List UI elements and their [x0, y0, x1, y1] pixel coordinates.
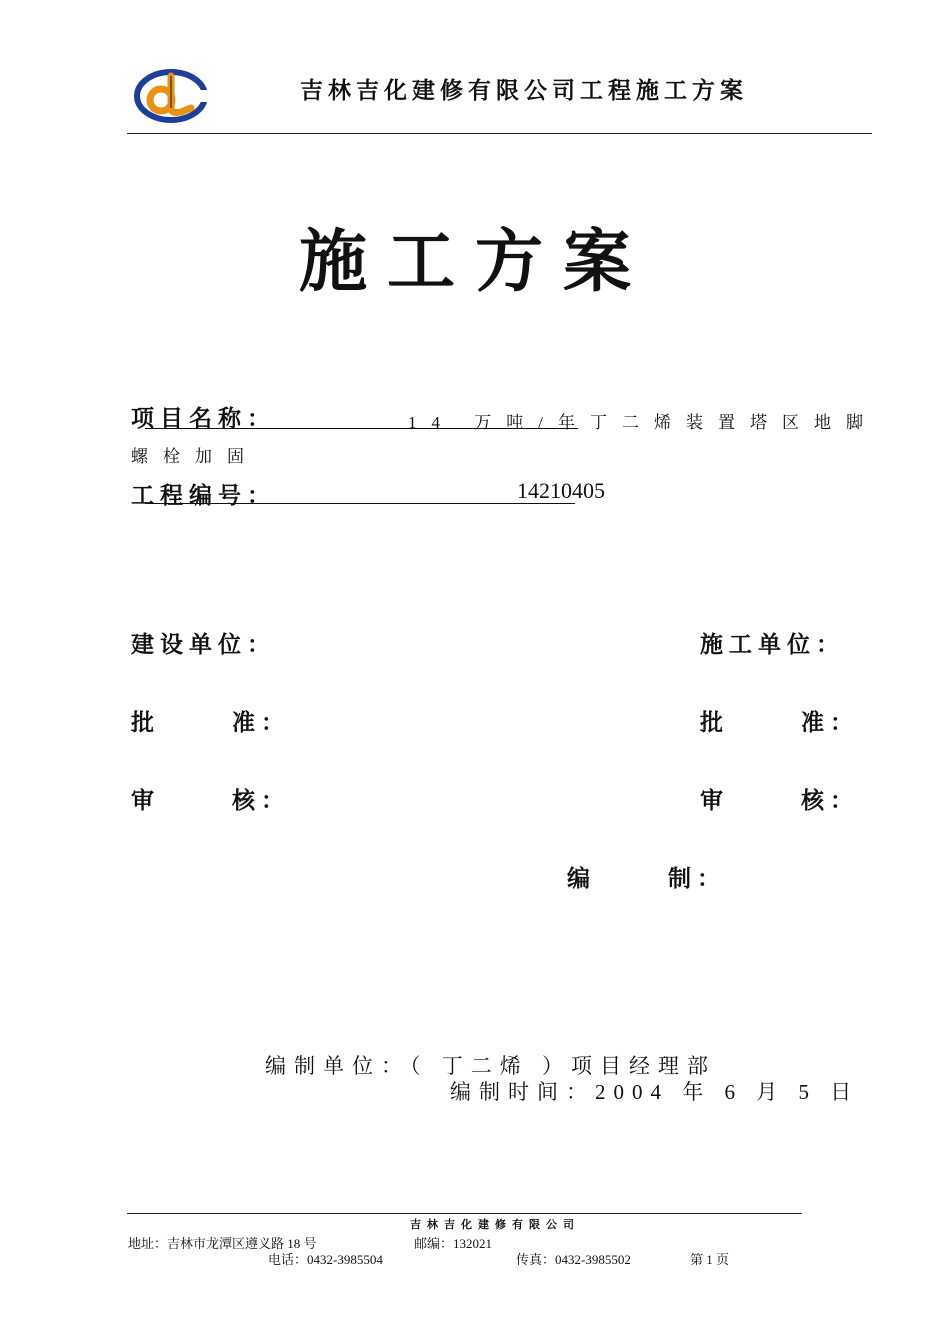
compile-time: 编制时间：2004 年 6 月 5 日	[450, 1080, 860, 1104]
contractor-unit-label: 施工单位：	[700, 632, 845, 657]
footer-divider	[127, 1213, 802, 1214]
project-name-value: 14 万吨/年丁二烯装置塔区地脚	[408, 413, 878, 432]
approve-char-1: 批	[131, 710, 160, 735]
approve-char-1: 批	[700, 710, 729, 735]
client-approve-label	[131, 704, 290, 737]
client-unit-label: 建设单位：	[131, 632, 276, 657]
project-name-value-continued: 螺栓加固	[131, 447, 259, 466]
header-divider	[127, 133, 872, 134]
contractor-approve-label	[700, 704, 859, 737]
footer-page-number: 第 1 页	[690, 1252, 730, 1267]
project-number-value: 14210405	[517, 478, 605, 503]
review-char-1: 审	[131, 788, 160, 813]
review-char-2: 核：	[232, 788, 290, 813]
client-review-label	[131, 782, 290, 815]
contractor-review-label	[700, 782, 859, 815]
footer-company: 吉林吉化建修有限公司	[410, 1219, 580, 1231]
compile-unit: 编制单位：（ 丁二烯 ）项目经理部	[265, 1054, 716, 1078]
footer-fax: 传真：0432-3985502	[516, 1252, 631, 1267]
project-number-label: 工程编号：	[131, 483, 276, 508]
compiled-by-label	[567, 860, 726, 893]
approve-char-2: 准：	[801, 710, 859, 735]
review-char-2: 核：	[801, 788, 859, 813]
approve-char-2: 准：	[232, 710, 290, 735]
footer-postcode: 邮编：132021	[414, 1236, 493, 1251]
footer-phone: 电话：0432-3985504	[268, 1252, 383, 1267]
review-char-1: 审	[700, 788, 729, 813]
compile-char-1: 编	[567, 866, 596, 891]
company-logo-icon	[133, 68, 213, 124]
compile-char-2: 制：	[668, 866, 726, 891]
company-title: 吉林吉化建修有限公司工程施工方案	[300, 77, 748, 104]
document-title: 施工方案	[298, 222, 651, 302]
project-number-underline	[145, 503, 575, 504]
project-name-label: 项目名称：	[131, 406, 276, 431]
footer-address: 地址：吉林市龙潭区遵义路 18 号	[128, 1236, 317, 1251]
